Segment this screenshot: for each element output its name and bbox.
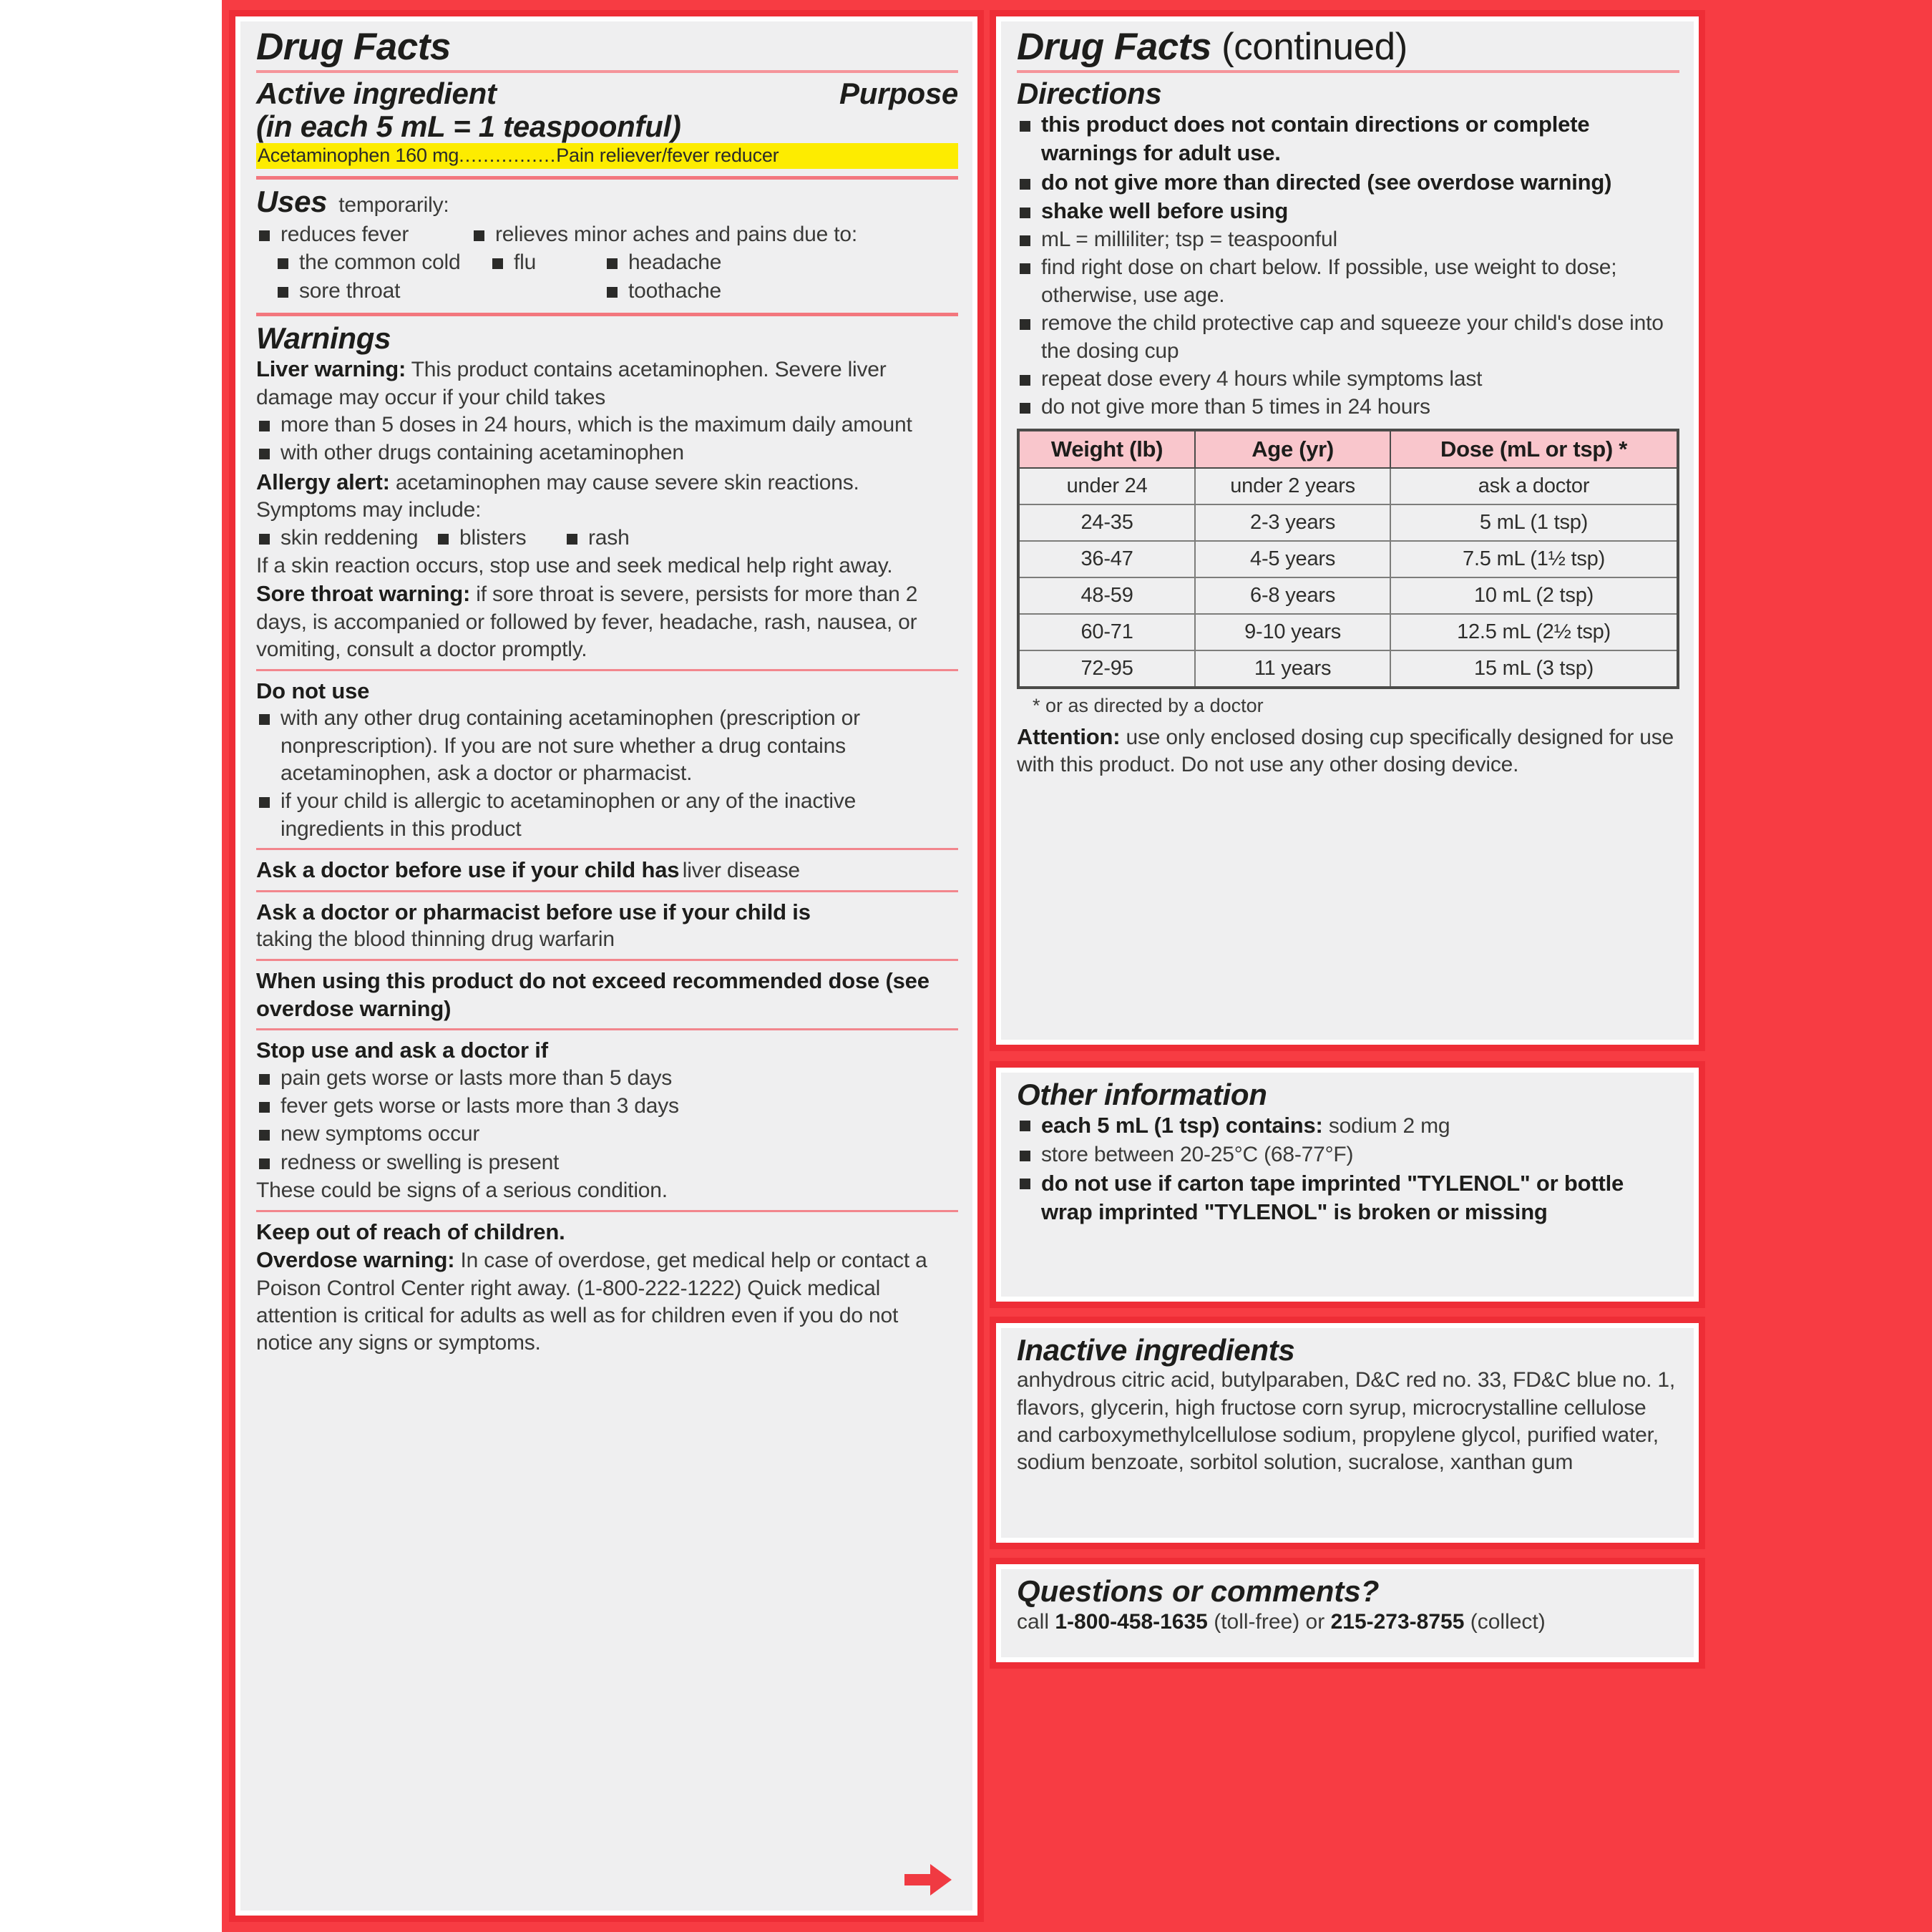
divider <box>256 1028 958 1030</box>
allergy-alert-text: acetaminophen may cause severe skin reactions. Symptoms may include: <box>256 470 859 522</box>
liver-warning <box>256 355 958 411</box>
list-item: repeat dose every 4 hours while symptoms last <box>1017 366 1679 393</box>
list-item: this product does not contain directions or complete warnings for adult use. <box>1017 110 1679 167</box>
right-arrow-icon <box>903 1861 953 1898</box>
table-row: 60-71 9-10 years 12.5 mL (2½ tsp) <box>1018 614 1678 650</box>
right-panel-2-inner <box>1001 1073 1694 1297</box>
page-title: Drug Facts <box>256 26 451 68</box>
left-white-margin <box>0 0 223 1932</box>
collect-phone-number[interactable]: 215-273-8755 <box>1330 1610 1465 1634</box>
directions-heading: Directions <box>1017 77 1162 111</box>
left-panel-inner <box>240 21 972 1911</box>
table-row: 48-59 6-8 years 10 mL (2 tsp) <box>1018 577 1678 614</box>
active-ingredient-heading: Active ingredient (in each 5 mL = 1 teaspoonful) <box>256 77 681 144</box>
list-item: find right dose on chart below. If possible, use weight to dose; otherwise, use age. <box>1017 254 1679 309</box>
uses-sub-bullet: flu <box>489 249 604 276</box>
collect-label: (collect) <box>1464 1610 1546 1634</box>
call-prefix: call <box>1017 1610 1055 1634</box>
purpose-heading: Purpose <box>839 77 958 111</box>
active-ingredient-row <box>256 143 958 169</box>
ask-pharmacist-value: taking the blood thinning drug warfarin <box>256 927 615 952</box>
active-ingredient-section <box>256 77 958 169</box>
list-item: shake well before using <box>1017 197 1679 225</box>
table-row: 24-35 2-3 years 5 mL (1 tsp) <box>1018 504 1678 541</box>
attention-label: Attention: <box>1017 723 1121 749</box>
table-footnote: * or as directed by a doctor <box>1033 694 1264 716</box>
allergy-followup-text: If a skin reaction occurs, stop use and seek medical help right away. <box>256 553 893 577</box>
uses-heading: Uses <box>256 185 328 219</box>
uses-sub-bullet: headache <box>604 249 721 276</box>
list-item: blisters <box>435 525 564 552</box>
keep-out-of-reach-heading: Keep out of reach of children. <box>256 1219 565 1244</box>
column-header-age: Age (yr) <box>1195 430 1390 468</box>
list-item: more than 5 doses in 24 hours, which is the maximum daily amount <box>256 411 958 439</box>
inactive-ingredients-heading: Inactive ingredients <box>1017 1333 1295 1367</box>
tollfree-phone-number[interactable]: 1-800-458-1635 <box>1055 1610 1208 1634</box>
list-item: do not use if carton tape imprinted "TYLENOL" or bottle wrap imprinted "TYLENOL" is broken or missing <box>1017 1169 1679 1226</box>
leader-dots: ................ <box>459 145 557 167</box>
liver-warning-bullets <box>256 411 958 467</box>
left-panel <box>229 10 984 1922</box>
ask-doctor-value: liver disease <box>682 859 800 883</box>
right-panel-1-inner <box>1001 21 1694 1040</box>
list-item: with any other drug containing acetaminophen (prescription or nonprescription). If you are not sure whether a drug contains acetaminophen, ask a doctor or pharmacist. <box>256 705 958 787</box>
continued-title: Drug Facts (continued) <box>1017 26 1407 68</box>
when-using-heading: When using this product do not exceed recommended dose (see overdose warning) <box>256 967 930 1022</box>
other-information-heading: Other information <box>1017 1078 1267 1111</box>
directions-bold-bullets <box>1017 110 1679 225</box>
allergy-symptom-bullets <box>256 525 958 552</box>
overdose-warning-text: In case of overdose, get medical help or contact a Poison Control Center right away. (1-800-222-1222) Quick medical attention is critical for adults as well as for children even if you do not notice any signs or symptoms. <box>256 1249 927 1355</box>
divider <box>256 1210 958 1212</box>
allergy-alert <box>256 468 958 525</box>
list-item: rash <box>564 525 630 552</box>
divider <box>256 959 958 961</box>
list-item: mL = milliliter; tsp = teaspoonful <box>1017 226 1679 253</box>
divider <box>256 848 958 850</box>
table-header-row <box>1018 430 1678 468</box>
list-item: store between 20-25°C (68-77°F) <box>1017 1141 1679 1169</box>
column-header-dose: Dose (mL or tsp) * <box>1390 430 1678 468</box>
list-item: if your child is allergic to acetaminophen or any of the inactive ingredients in this product <box>256 788 958 843</box>
warnings-section <box>256 322 958 1357</box>
stop-use-followup: These could be signs of a serious condition. <box>256 1179 668 1203</box>
sore-throat-warning-text: if sore throat is severe, persists for more than 2 days, is accompanied or followed by fever, headache, rash, nausea, or vomiting, consult a doctor promptly. <box>256 582 918 662</box>
questions-contact-line <box>1017 1608 1679 1636</box>
list-item: new symptoms occur <box>256 1121 958 1148</box>
warnings-rule <box>256 313 958 316</box>
ask-pharmacist-line <box>256 898 958 954</box>
stop-use-heading: Stop use and ask a doctor if <box>256 1037 548 1063</box>
table-row: 36-47 4-5 years 7.5 mL (1½ tsp) <box>1018 541 1678 577</box>
tollfree-label: (toll-free) or <box>1207 1610 1331 1634</box>
uses-bullet: relieves minor aches and pains due to: <box>471 221 857 248</box>
list-item: pain gets worse or lasts more than 5 days <box>256 1065 958 1092</box>
uses-sub-bullet: toothache <box>604 278 721 305</box>
right-panel-4-inner <box>1001 1569 1694 1657</box>
title-rule <box>1017 70 1679 73</box>
uses-subheading: temporarily: <box>338 193 449 218</box>
ask-doctor-line <box>256 856 958 884</box>
dosing-table <box>1017 429 1679 689</box>
ask-pharmacist-label: Ask a doctor or pharmacist before use if your child is <box>256 899 811 924</box>
questions-heading: Questions or comments? <box>1017 1574 1380 1608</box>
list-item: do not give more than directed (see overdose warning) <box>1017 168 1679 197</box>
other-information-bullets <box>1017 1111 1679 1226</box>
uses-bullet: reduces fever <box>256 221 471 248</box>
right-panel-3-inner <box>1001 1328 1694 1538</box>
uses-sub-bullet: sore throat <box>275 278 489 305</box>
do-not-use-bullets <box>256 705 958 843</box>
purpose-value: Pain reliever/fever reducer <box>556 145 779 167</box>
attention-note <box>1017 723 1679 779</box>
overdose-warning-label: Overdose warning: <box>256 1247 455 1273</box>
ask-doctor-label: Ask a doctor before use if your child has <box>256 857 680 883</box>
list-item: skin reddening <box>256 525 435 552</box>
list-item: each 5 mL (1 tsp) contains: sodium 2 mg <box>1017 1111 1679 1140</box>
table-row: under 24 under 2 years ask a doctor <box>1018 468 1678 504</box>
inactive-ingredients-text: anhydrous citric acid, butylparaben, D&C red no. 33, FD&C blue no. 1, flavors, glycerin, high fructose corn syrup, microcrystalline cellulose and carboxymethylcellulose sodium, propylene glycol, purified water, sodium benzoate, sorbitol solution, sucralose, xanthan gum <box>1017 1368 1676 1475</box>
right-panel-directions <box>990 10 1705 1051</box>
list-item: fever gets worse or lasts more than 3 days <box>256 1093 958 1120</box>
list-item: remove the child protective cap and squeeze your child's dose into the dosing cup <box>1017 310 1679 365</box>
sore-throat-warning <box>256 580 958 663</box>
uses-section <box>256 185 958 306</box>
divider <box>256 890 958 892</box>
ingredient-name: Acetaminophen 160 mg <box>258 145 459 167</box>
sore-throat-warning-label: Sore throat warning: <box>256 581 471 607</box>
liver-warning-label: Liver warning: <box>256 356 406 382</box>
divider <box>256 669 958 671</box>
attention-text: use only enclosed dosing cup specifically designed for use with this product. Do not use any other dosing device. <box>1017 725 1674 777</box>
warnings-heading: Warnings <box>256 321 391 356</box>
uses-rule <box>256 176 958 180</box>
list-item: with other drugs containing acetaminophen <box>256 439 958 467</box>
do-not-use-heading: Do not use <box>256 678 370 703</box>
table-row: 72-95 11 years 15 mL (3 tsp) <box>1018 650 1678 688</box>
liver-warning-text: This product contains acetaminophen. Severe liver damage may occur if your child takes <box>256 358 887 409</box>
right-panel-other-information <box>990 1061 1705 1308</box>
uses-sub-bullet: the common cold <box>275 249 489 276</box>
stop-use-bullets <box>256 1065 958 1177</box>
continued-suffix: (continued) <box>1221 26 1407 68</box>
directions-plain-bullets <box>1017 226 1679 421</box>
list-item: redness or swelling is present <box>256 1149 958 1176</box>
title-rule <box>256 70 958 73</box>
column-header-weight: Weight (lb) <box>1018 430 1195 468</box>
overdose-warning <box>256 1246 958 1357</box>
list-item: do not give more than 5 times in 24 hours <box>1017 394 1679 421</box>
allergy-alert-label: Allergy alert: <box>256 469 390 494</box>
right-panel-questions <box>990 1558 1705 1669</box>
right-panel-inactive-ingredients <box>990 1317 1705 1549</box>
